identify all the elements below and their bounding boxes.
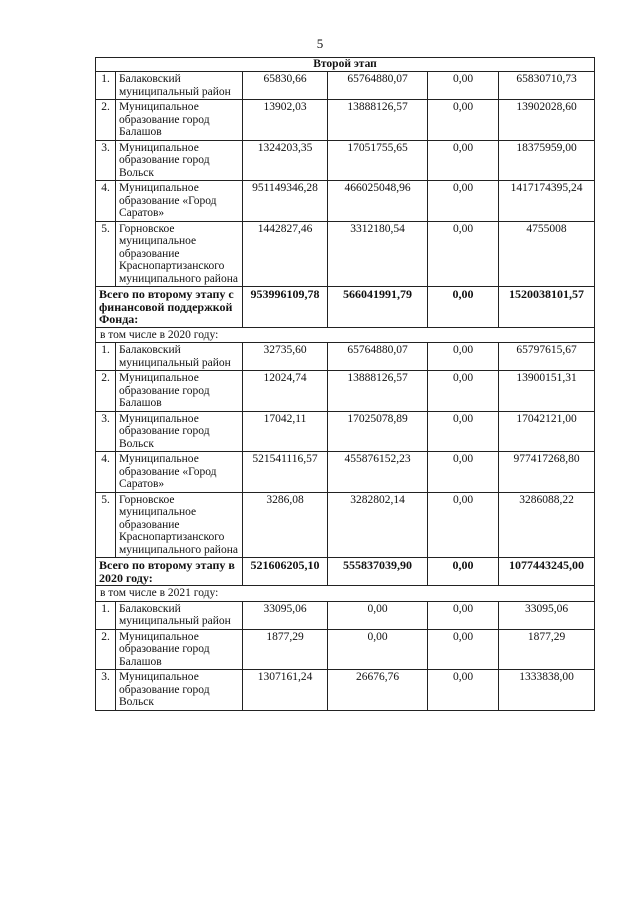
municipality-name: Горновское муниципальное образование Краснопартизанского муниципального района (116, 221, 243, 287)
value-col-4: 33095,06 (499, 601, 595, 629)
municipality-name: Балаковский муниципальный район (116, 72, 243, 100)
value-col-3: 0,00 (428, 221, 499, 287)
value-col-2: 13888126,57 (328, 371, 428, 412)
total-value-2: 566041991,79 (328, 287, 428, 328)
value-col-2: 3282802,14 (328, 492, 428, 558)
page-number: 5 (316, 36, 324, 51)
municipality-name: Муниципальное образование «Город Саратов» (116, 452, 243, 493)
value-col-2: 455876152,23 (328, 452, 428, 493)
value-col-1: 3286,08 (243, 492, 328, 558)
table-row (96, 670, 595, 711)
table-row (96, 601, 595, 629)
value-col-2: 65764880,07 (328, 72, 428, 100)
total-label: Всего по второму этапу с финансовой поддержкой Фонда: (96, 287, 243, 328)
row-number: 4. (96, 181, 116, 222)
period-subheader-row (96, 327, 595, 343)
value-col-1: 12024,74 (243, 371, 328, 412)
municipality-name: Горновское муниципальное образование Краснопартизанского муниципального района (116, 492, 243, 558)
value-col-3: 0,00 (428, 343, 499, 371)
value-col-4: 18375959,00 (499, 140, 595, 181)
row-number: 3. (96, 411, 116, 452)
row-number: 3. (96, 140, 116, 181)
row-number: 3. (96, 670, 116, 711)
table-row (96, 371, 595, 412)
value-col-1: 521541116,57 (243, 452, 328, 493)
budget-table-body (96, 58, 595, 711)
value-col-1: 17042,11 (243, 411, 328, 452)
period-subheader: в том числе в 2021 году: (96, 586, 595, 602)
value-col-2: 26676,76 (328, 670, 428, 711)
row-number: 5. (96, 221, 116, 287)
value-col-4: 4755008 (499, 221, 595, 287)
row-number: 1. (96, 343, 116, 371)
period-subheader: в том числе в 2020 году: (96, 327, 595, 343)
value-col-1: 13902,03 (243, 100, 328, 141)
row-number: 1. (96, 601, 116, 629)
municipality-name: Балаковский муниципальный район (116, 343, 243, 371)
municipality-name: Муниципальное образование город Вольск (116, 140, 243, 181)
row-number: 5. (96, 492, 116, 558)
value-col-2: 65764880,07 (328, 343, 428, 371)
value-col-4: 17042121,00 (499, 411, 595, 452)
municipality-name: Балаковский муниципальный район (116, 601, 243, 629)
value-col-4: 977417268,80 (499, 452, 595, 493)
value-col-4: 1333838,00 (499, 670, 595, 711)
municipality-name: Муниципальное образование город Вольск (116, 670, 243, 711)
value-col-4: 1877,29 (499, 629, 595, 670)
value-col-1: 1877,29 (243, 629, 328, 670)
value-col-2: 0,00 (328, 629, 428, 670)
value-col-2: 17025078,89 (328, 411, 428, 452)
table-row (96, 629, 595, 670)
total-row (96, 287, 595, 328)
stage-title: Второй этап (96, 58, 595, 72)
period-subheader-row (96, 586, 595, 602)
budget-table (95, 57, 595, 711)
value-col-2: 17051755,65 (328, 140, 428, 181)
total-value-1: 953996109,78 (243, 287, 328, 328)
stage-header-row (96, 58, 595, 72)
total-label: Всего по второму этапу в 2020 году: (96, 558, 243, 586)
value-col-4: 1417174395,24 (499, 181, 595, 222)
municipality-name: Муниципальное образование город Вольск (116, 411, 243, 452)
value-col-3: 0,00 (428, 100, 499, 141)
table-row (96, 343, 595, 371)
total-row (96, 558, 595, 586)
value-col-3: 0,00 (428, 452, 499, 493)
total-value-3: 0,00 (428, 287, 499, 328)
value-col-3: 0,00 (428, 411, 499, 452)
row-number: 1. (96, 72, 116, 100)
municipality-name: Муниципальное образование «Город Саратов» (116, 181, 243, 222)
value-col-1: 65830,66 (243, 72, 328, 100)
municipality-name: Муниципальное образование город Балашов (116, 100, 243, 141)
table-row (96, 221, 595, 287)
table-row (96, 492, 595, 558)
value-col-3: 0,00 (428, 670, 499, 711)
value-col-3: 0,00 (428, 371, 499, 412)
value-col-3: 0,00 (428, 492, 499, 558)
row-number: 2. (96, 371, 116, 412)
row-number: 2. (96, 100, 116, 141)
table-row (96, 140, 595, 181)
value-col-2: 0,00 (328, 601, 428, 629)
value-col-3: 0,00 (428, 72, 499, 100)
value-col-1: 1307161,24 (243, 670, 328, 711)
row-number: 2. (96, 629, 116, 670)
value-col-3: 0,00 (428, 140, 499, 181)
value-col-4: 3286088,22 (499, 492, 595, 558)
row-number: 4. (96, 452, 116, 493)
table-row (96, 100, 595, 141)
value-col-1: 1442827,46 (243, 221, 328, 287)
total-value-4: 1077443245,00 (499, 558, 595, 586)
value-col-4: 65830710,73 (499, 72, 595, 100)
table-row (96, 452, 595, 493)
table-row (96, 411, 595, 452)
value-col-4: 13900151,31 (499, 371, 595, 412)
value-col-2: 466025048,96 (328, 181, 428, 222)
value-col-1: 32735,60 (243, 343, 328, 371)
total-value-1: 521606205,10 (243, 558, 328, 586)
value-col-2: 13888126,57 (328, 100, 428, 141)
total-value-4: 1520038101,57 (499, 287, 595, 328)
municipality-name: Муниципальное образование город Балашов (116, 629, 243, 670)
total-value-2: 555837039,90 (328, 558, 428, 586)
value-col-2: 3312180,54 (328, 221, 428, 287)
value-col-1: 1324203,35 (243, 140, 328, 181)
value-col-4: 65797615,67 (499, 343, 595, 371)
value-col-1: 33095,06 (243, 601, 328, 629)
table-row (96, 72, 595, 100)
value-col-4: 13902028,60 (499, 100, 595, 141)
value-col-1: 951149346,28 (243, 181, 328, 222)
value-col-3: 0,00 (428, 629, 499, 670)
value-col-3: 0,00 (428, 181, 499, 222)
municipality-name: Муниципальное образование город Балашов (116, 371, 243, 412)
value-col-3: 0,00 (428, 601, 499, 629)
table-row (96, 181, 595, 222)
total-value-3: 0,00 (428, 558, 499, 586)
